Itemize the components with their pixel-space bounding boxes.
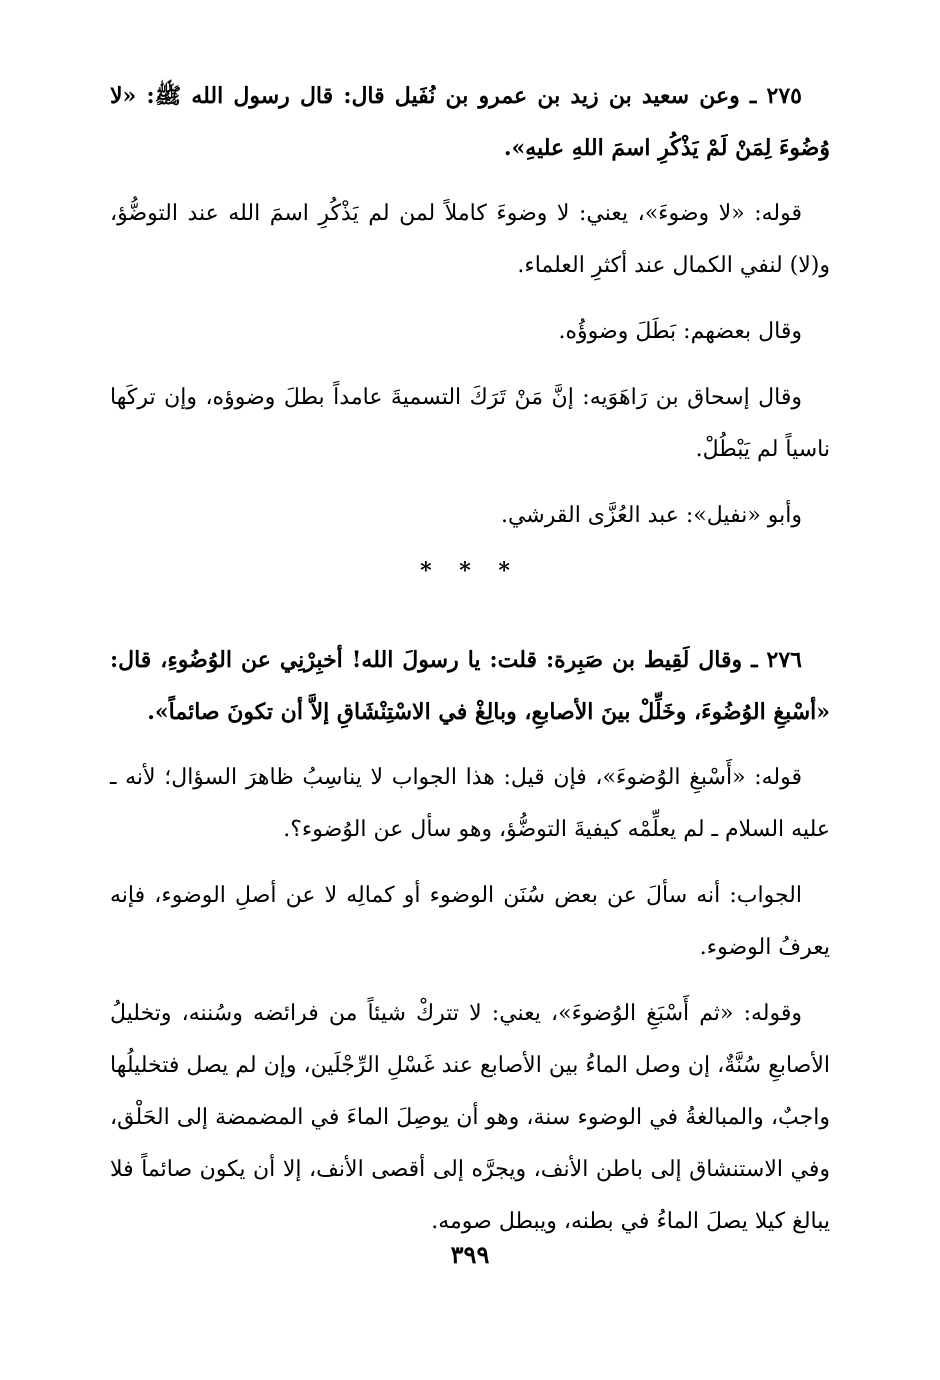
commentary-275-p1: قوله: «لا وضوءَ»، يعني: لا وضوءَ كاملاً لمن لم يَذْكُرِ اسمَ الله عند التوضُّؤ، و(لا) لنفي الكمال عند أكثرِ العلماء. — [110, 201, 830, 278]
page-number: ٣٩٩ — [450, 1240, 490, 1269]
page-body — [110, 70, 830, 1262]
hadith-276-text: ٢٧٦ ـ وقال لَقِيط بن صَبِرة: قلت: يا رسولَ الله! أخبِرْنِي عن الوُضُوءِ، قال: «أسْبغِ الوُضُوءَ، وخَلِّلْ بينَ الأصابعِ، وبالِغْ في الاسْتِنْشَاقِ إلاَّ أن تكونَ صائماً». — [110, 647, 830, 725]
commentary-276-p3: وقوله: «ثم أَسْبَغِ الوُضوءَ»، يعني: لا تتركْ شيئاً من فرائضه وسُننه، وتخليلُ الأصابعِ سُنَّةٌ، إن وصل الماءُ بين الأصابع عند غَسْلِ الرِّجْلَين، وإن لم يصل فتخليلُها واجبٌ، والمبالغةُ في الوضوء سنة، وهو أن يوصِلَ الماءَ في المضمضة إلى الحَلْق، وفي الاستنشاق إلى باطن الأنف، ويجرَّه إلى أقصى الأنف، إلا أن يكون صائماً فلا يبالغ كيلا يصلَ الماءُ في بطنه، ويبطل صومه. — [110, 1001, 830, 1234]
commentary-275-p4: وأبو «نفيل»: عبد العُزَّى القرشي. — [500, 503, 802, 528]
commentary-276-p2: الجواب: أنه سألَ عن بعض سُنَن الوضوء أو كمالِه لا عن أصلِ الوضوء، فإنه يعرفُ الوضوء. — [110, 883, 830, 960]
section-separator: * * * — [420, 558, 520, 584]
commentary-275-p2: وقال بعضهم: بَطَلَ وضوؤُه. — [558, 319, 802, 344]
commentary-275-p3: وقال إسحاق بن رَاهَوَيه: إنَّ مَنْ تَرَكَ التسميةَ عامداً بطلَ وضوؤه، وإن تركَها ناسياً لم يَبْطُلْ. — [110, 385, 830, 462]
commentary-276-p1: قوله: «أَسْبغِ الوُضوءَ»، فإن قيل: هذا الجواب لا يناسِبُ ظاهرَ السؤال؛ لأنه ـ عليه السلام ـ لم يعلِّمْه كيفيةَ التوضُّؤ، وهو سأل عن الوُضوء؟. — [110, 765, 830, 842]
hadith-275-text: ٢٧٥ ـ وعن سعيد بن زيد بن عمرو بن نُفَيل قال: قال رسول الله ﷺ: «لا وُضُوءَ لِمَنْ لَمْ يَذْكُرِ اسمَ اللهِ عليهِ». — [110, 83, 830, 161]
